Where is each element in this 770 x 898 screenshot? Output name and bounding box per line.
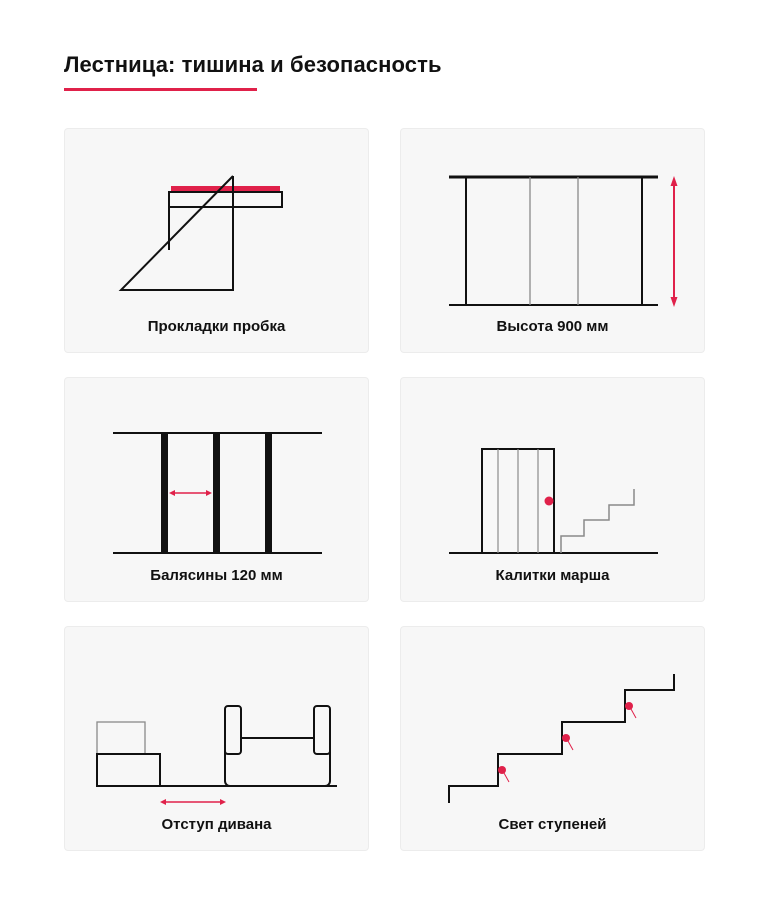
step-light-beam-3	[631, 709, 636, 718]
card-label: Балясины 120 мм	[150, 567, 283, 584]
step-light-3	[625, 702, 633, 710]
gate-latch	[545, 497, 554, 506]
step-light-beam-1	[504, 773, 509, 782]
card-baluster-spacing	[64, 377, 369, 602]
stringer-triangle	[121, 176, 233, 290]
height-arrow-head-bottom	[671, 297, 678, 307]
step-light-1	[498, 766, 506, 774]
card-cork-pads	[64, 128, 369, 353]
baluster-1	[161, 433, 168, 553]
title-underline	[64, 88, 257, 91]
card-label: Отступ дивана	[161, 816, 272, 833]
stair-profile	[449, 674, 674, 803]
spacing-arrow-head-left	[169, 490, 175, 496]
stair-box-top	[97, 722, 145, 754]
height-arrow-head-top	[671, 176, 678, 186]
card-sofa-offset	[64, 626, 369, 851]
sofa-arm-right	[314, 706, 330, 754]
baluster-3	[265, 433, 272, 553]
card-railing-height	[400, 128, 705, 353]
stair-box-base	[97, 754, 160, 786]
card-stair-gate	[400, 377, 705, 602]
step-light-2	[562, 734, 570, 742]
spacing-arrow-head-right	[206, 490, 212, 496]
sofa-arm-left	[225, 706, 241, 754]
card-label: Высота 900 мм	[496, 318, 609, 335]
card-label: Прокладки пробка	[147, 318, 286, 335]
baluster-2	[213, 433, 220, 553]
offset-arrow-head-left	[160, 799, 166, 805]
tread-board	[169, 192, 282, 207]
step-light-beam-2	[568, 741, 573, 750]
card-step-lights	[400, 626, 705, 851]
card-label: Свет ступеней	[498, 816, 607, 833]
stair-steps	[561, 489, 634, 553]
card-label: Калитки марша	[495, 567, 610, 584]
offset-arrow-head-right	[220, 799, 226, 805]
page-title: Лестница: тишина и безопасность	[64, 52, 442, 77]
